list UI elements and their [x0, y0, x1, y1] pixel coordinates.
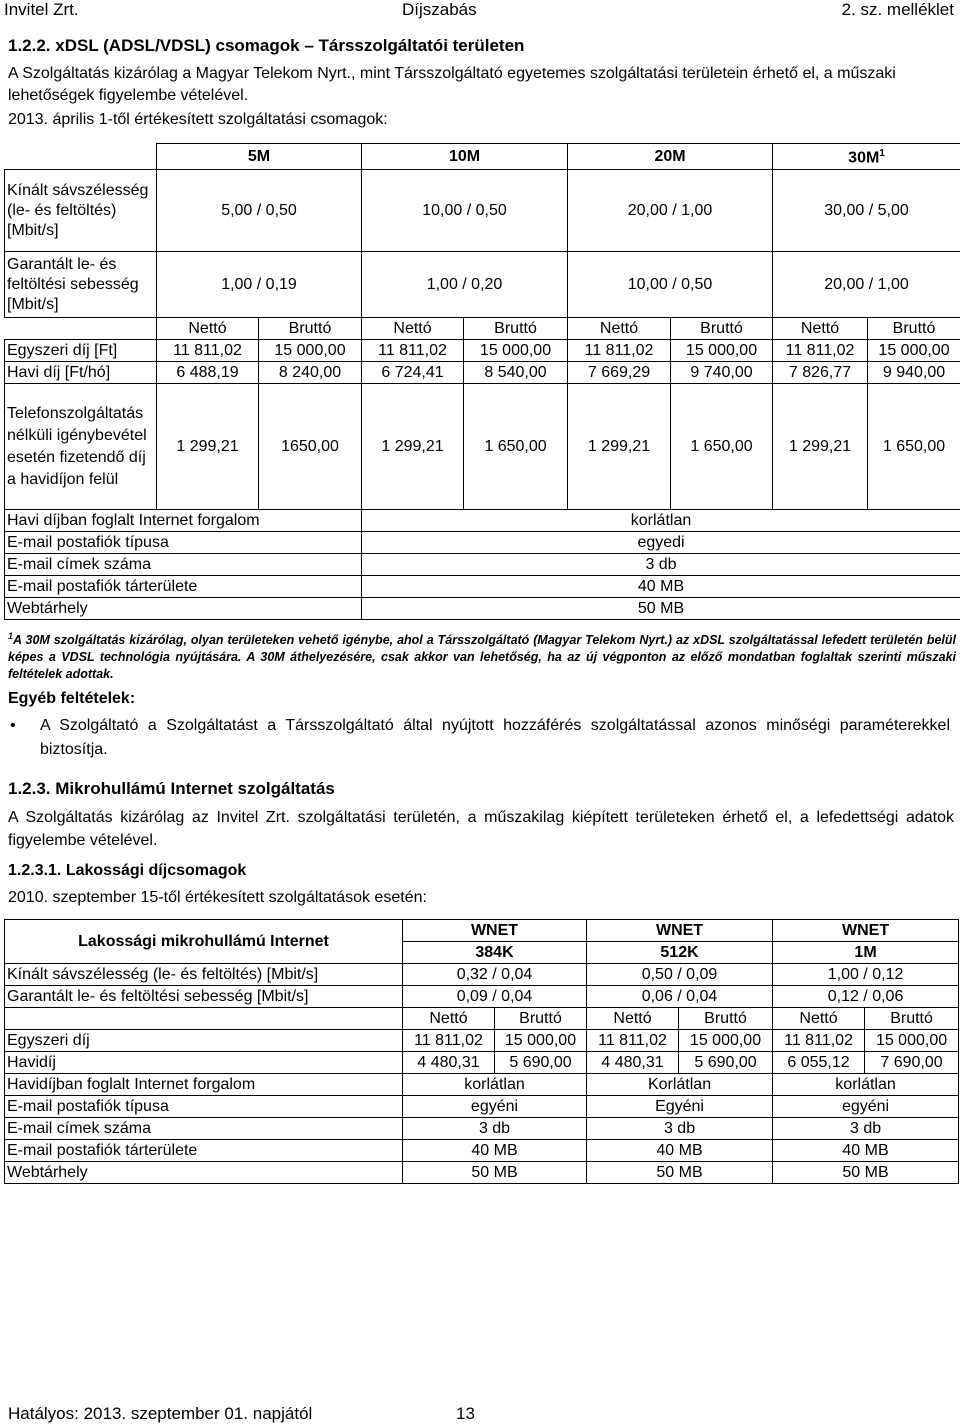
table2-cell: 15 000,00 — [865, 1030, 959, 1052]
table1-common-row — [5, 532, 960, 554]
table2-common-value: 40 MB — [773, 1140, 959, 1162]
table1-package-header: 5M — [157, 144, 362, 170]
table1-speed-row — [5, 170, 960, 252]
table2-common-row — [5, 1140, 959, 1162]
table1-cell: 9 940,00 — [868, 362, 960, 384]
table2-title: Lakossági mikrohullámú Internet — [5, 920, 403, 964]
table1-cell: 7 669,29 — [568, 362, 671, 384]
table1-cell: 7 826,77 — [773, 362, 868, 384]
table1-common-row — [5, 576, 960, 598]
table1-guaranteed-value: 20,00 / 1,00 — [773, 252, 960, 318]
table1-guaranteed-value: 1,00 / 0,19 — [157, 252, 362, 318]
table1-cell: 6 724,41 — [362, 362, 464, 384]
table1-speed-value: 10,00 / 0,50 — [362, 170, 568, 252]
table1-gross-header: Bruttó — [464, 318, 568, 340]
wnet-packages-table — [4, 919, 959, 1184]
table1-common-value: korlátlan — [362, 510, 960, 532]
other-conditions-bullet — [10, 714, 950, 762]
table2-common-label: Webtárhely — [5, 1162, 403, 1184]
table2-cell: 11 811,02 — [587, 1030, 679, 1052]
table1-package-header-30m: 30M — [848, 149, 880, 167]
table1-speed-value: 20,00 / 1,00 — [568, 170, 773, 252]
table1-cell: 1 299,21 — [362, 384, 464, 510]
table2-guaranteed-value: 0,12 / 0,06 — [773, 986, 959, 1008]
table2-common-value: 50 MB — [587, 1162, 773, 1184]
header-annex: 2. sz. melléklet — [841, 0, 954, 19]
table1-cell: 1 299,21 — [157, 384, 259, 510]
table2-net-gross-row — [5, 1008, 959, 1030]
table2-common-value: 3 db — [587, 1118, 773, 1140]
table1-cell: 1 650,00 — [868, 384, 960, 510]
section1-intro: A Szolgáltatás kizárólag a Magyar Telekom Nyrt., mint Társszolgáltató egyetemes szolgáltatási területein érhető el, a műszaki lehetőségek figyelembe vételével. — [8, 65, 896, 104]
table1-gross-header: Bruttó — [868, 318, 960, 340]
table1-package-row — [5, 144, 960, 170]
header-company: Invitel Zrt. — [4, 0, 79, 19]
table1-guaranteed-label: Garantált le- és feltöltési sebesség [Mbit/s] — [5, 252, 157, 318]
table1-cell: 1 299,21 — [773, 384, 868, 510]
table2-speed-value: 1,00 / 0,12 — [773, 964, 959, 986]
table2-common-value: korlátlan — [773, 1074, 959, 1096]
table1-common-row — [5, 510, 960, 532]
table2-guaranteed-row — [5, 986, 959, 1008]
table2-common-value: egyéni — [773, 1096, 959, 1118]
table1-row-label: Havi díj [Ft/hó] — [5, 362, 157, 384]
table1-guaranteed-value: 10,00 / 0,50 — [568, 252, 773, 318]
table1-gross-header: Bruttó — [259, 318, 362, 340]
bullet-dot-icon: • — [10, 717, 16, 734]
table1-row-monthly-fee — [5, 362, 960, 384]
table1-cell: 11 811,02 — [773, 340, 868, 362]
table1-speed-value: 5,00 / 0,50 — [157, 170, 362, 252]
section2-heading: 1.2.3. Mikrohullámú Internet szolgáltatás — [8, 779, 335, 798]
table1-common-label: E-mail címek száma — [5, 554, 362, 576]
table1-common-value: 50 MB — [362, 598, 960, 620]
table2-common-value: 3 db — [773, 1118, 959, 1140]
table2-common-value: Korlátlan — [587, 1074, 773, 1096]
footnote-mark: 1 — [8, 631, 14, 641]
table1-row-label: Telefonszolgáltatás nélküli igénybevétel esetén fizetendő díj a havidíjon felül — [5, 384, 157, 510]
table2-speed-value: 0,50 / 0,09 — [587, 964, 773, 986]
table2-common-value: egyéni — [403, 1096, 587, 1118]
table1-row-no-phone-fee — [5, 384, 960, 510]
table1-cell: 1 650,00 — [671, 384, 773, 510]
table1-cell: 15 000,00 — [671, 340, 773, 362]
table1-common-label: Havi díjban foglalt Internet forgalom — [5, 510, 362, 532]
table1-cell: 1 650,00 — [464, 384, 568, 510]
table1-common-value: 40 MB — [362, 576, 960, 598]
table2-cell: 5 690,00 — [495, 1052, 587, 1074]
footnote-text: A 30M szolgáltatás kizárólag, olyan területeken vehető igénybe, ahol a Társszolgáltató (Magyar Telekom Nyrt.) az xDSL szolgáltatással lefedett területén belül képes a VDSL technológia nyújtására. A 30M áthelyezésére, csak akkor van lehetőség, ha az új végponton az előző mondatban foglaltak szerinti műszaki feltételek adottak. — [8, 633, 956, 682]
table1-cell: 1 299,21 — [568, 384, 671, 510]
table2-brand: WNET — [587, 920, 773, 942]
table1-cell: 1650,00 — [259, 384, 362, 510]
table1-common-label: Webtárhely — [5, 598, 362, 620]
table2-common-label: E-mail címek száma — [5, 1118, 403, 1140]
table2-cell: 5 690,00 — [679, 1052, 773, 1074]
table1-common-value: 3 db — [362, 554, 960, 576]
table1-common-row — [5, 598, 960, 620]
table2-common-row — [5, 1118, 959, 1140]
table1-cell: 8 240,00 — [259, 362, 362, 384]
table2-common-row — [5, 1162, 959, 1184]
table2-net-header: Nettó — [403, 1008, 495, 1030]
table2-cell: 6 055,12 — [773, 1052, 865, 1074]
table2-package: 1M — [773, 942, 959, 964]
table2-row-label: Havidíj — [5, 1052, 403, 1074]
table1-net-header: Nettó — [773, 318, 868, 340]
footer-page-number: 13 — [456, 1404, 475, 1423]
table2-common-value: korlátlan — [403, 1074, 587, 1096]
table1-cell: 8 540,00 — [464, 362, 568, 384]
bullet-text: A Szolgáltató a Szolgáltatást a Társszolgáltató által nyújtott hozzáférés szolgáltatással azonos minőségi paraméterekkel biztosítja. — [40, 717, 950, 758]
table1-package-header — [773, 144, 960, 170]
footer-validity: Hatályos: 2013. szeptember 01. napjától — [8, 1404, 313, 1423]
table2-package: 384K — [403, 942, 587, 964]
table2-cell: 15 000,00 — [679, 1030, 773, 1052]
table2-common-value: 50 MB — [773, 1162, 959, 1184]
table1-row-one-time-fee — [5, 340, 960, 362]
table1-common-value: egyedi — [362, 532, 960, 554]
table2-speed-label: Kínált sávszélesség (le- és feltöltés) [Mbit/s] — [5, 964, 403, 986]
table2-package: 512K — [587, 942, 773, 964]
table1-cell: 15 000,00 — [259, 340, 362, 362]
table2-common-value: 3 db — [403, 1118, 587, 1140]
table1-speed-value: 30,00 / 5,00 — [773, 170, 960, 252]
table2-common-row — [5, 1074, 959, 1096]
table2-cell: 15 000,00 — [495, 1030, 587, 1052]
table1-common-label: E-mail postafiók típusa — [5, 532, 362, 554]
table1-net-header: Nettó — [157, 318, 259, 340]
xdsl-packages-table — [4, 143, 960, 620]
table1-net-header: Nettó — [568, 318, 671, 340]
table2-brand-row — [5, 920, 959, 942]
table2-cell: 4 480,31 — [587, 1052, 679, 1074]
header-title: Díjszabás — [402, 0, 477, 19]
table2-row-label: Egyszeri díj — [5, 1030, 403, 1052]
table2-net-header: Nettó — [587, 1008, 679, 1030]
table2-common-value: 40 MB — [587, 1140, 773, 1162]
table2-cell: 11 811,02 — [403, 1030, 495, 1052]
section2-date-line: 2010. szeptember 15-től értékesített szolgáltatások esetén: — [8, 889, 427, 906]
table2-row-monthly-fee — [5, 1052, 959, 1074]
table1-cell: 11 811,02 — [157, 340, 259, 362]
table2-gross-header: Bruttó — [495, 1008, 587, 1030]
table2-common-row — [5, 1096, 959, 1118]
table2-guaranteed-value: 0,09 / 0,04 — [403, 986, 587, 1008]
table1-speed-label: Kínált sávszélesség (le- és feltöltés) [Mbit/s] — [5, 170, 157, 252]
table1-package-header: 20M — [568, 144, 773, 170]
table1-net-gross-row — [5, 318, 960, 340]
table1-guaranteed-row — [5, 252, 960, 318]
table1-cell: 15 000,00 — [868, 340, 960, 362]
table1-net-header: Nettó — [362, 318, 464, 340]
table1-cell: 9 740,00 — [671, 362, 773, 384]
footnote — [8, 628, 956, 683]
table1-footnote-mark: 1 — [879, 148, 885, 160]
table1-cell: 11 811,02 — [568, 340, 671, 362]
table2-row-one-time-fee — [5, 1030, 959, 1052]
section1-date-line: 2013. április 1-től értékesített szolgáltatási csomagok: — [8, 111, 388, 128]
table2-gross-header: Bruttó — [679, 1008, 773, 1030]
table2-common-label: E-mail postafiók típusa — [5, 1096, 403, 1118]
table1-guaranteed-value: 1,00 / 0,20 — [362, 252, 568, 318]
table2-brand: WNET — [773, 920, 959, 942]
table2-brand: WNET — [403, 920, 587, 942]
section2-intro: A Szolgáltatás kizárólag az Invitel Zrt. szolgáltatási területén, a műszakilag kiépített területeken érhető el, a lefedettségi adatok figyelembe vételével. — [8, 809, 954, 849]
table2-common-value: 50 MB — [403, 1162, 587, 1184]
section1-heading: 1.2.2. xDSL (ADSL/VDSL) csomagok – Társszolgáltatói területen — [8, 36, 525, 55]
table2-speed-row — [5, 964, 959, 986]
table1-cell: 6 488,19 — [157, 362, 259, 384]
table2-cell: 11 811,02 — [773, 1030, 865, 1052]
table2-net-header: Nettó — [773, 1008, 865, 1030]
table1-gross-header: Bruttó — [671, 318, 773, 340]
table1-row-label: Egyszeri díj [Ft] — [5, 340, 157, 362]
table2-cell: 4 480,31 — [403, 1052, 495, 1074]
table1-package-header: 10M — [362, 144, 568, 170]
table2-common-value: Egyéni — [587, 1096, 773, 1118]
table2-cell: 7 690,00 — [865, 1052, 959, 1074]
table2-common-label: E-mail postafiók tárterülete — [5, 1140, 403, 1162]
table1-cell: 11 811,02 — [362, 340, 464, 362]
other-conditions-heading: Egyéb feltételek: — [8, 690, 136, 707]
table2-guaranteed-label: Garantált le- és feltöltési sebesség [Mbit/s] — [5, 986, 403, 1008]
table2-gross-header: Bruttó — [865, 1008, 959, 1030]
table1-common-row — [5, 554, 960, 576]
table2-guaranteed-value: 0,06 / 0,04 — [587, 986, 773, 1008]
table2-common-value: 40 MB — [403, 1140, 587, 1162]
table2-common-label: Havidíjban foglalt Internet forgalom — [5, 1074, 403, 1096]
table1-common-label: E-mail postafiók tárterülete — [5, 576, 362, 598]
page-header — [4, 0, 956, 22]
section2-subheading: 1.2.3.1. Lakossági díjcsomagok — [8, 862, 247, 879]
table2-speed-value: 0,32 / 0,04 — [403, 964, 587, 986]
table1-cell: 15 000,00 — [464, 340, 568, 362]
